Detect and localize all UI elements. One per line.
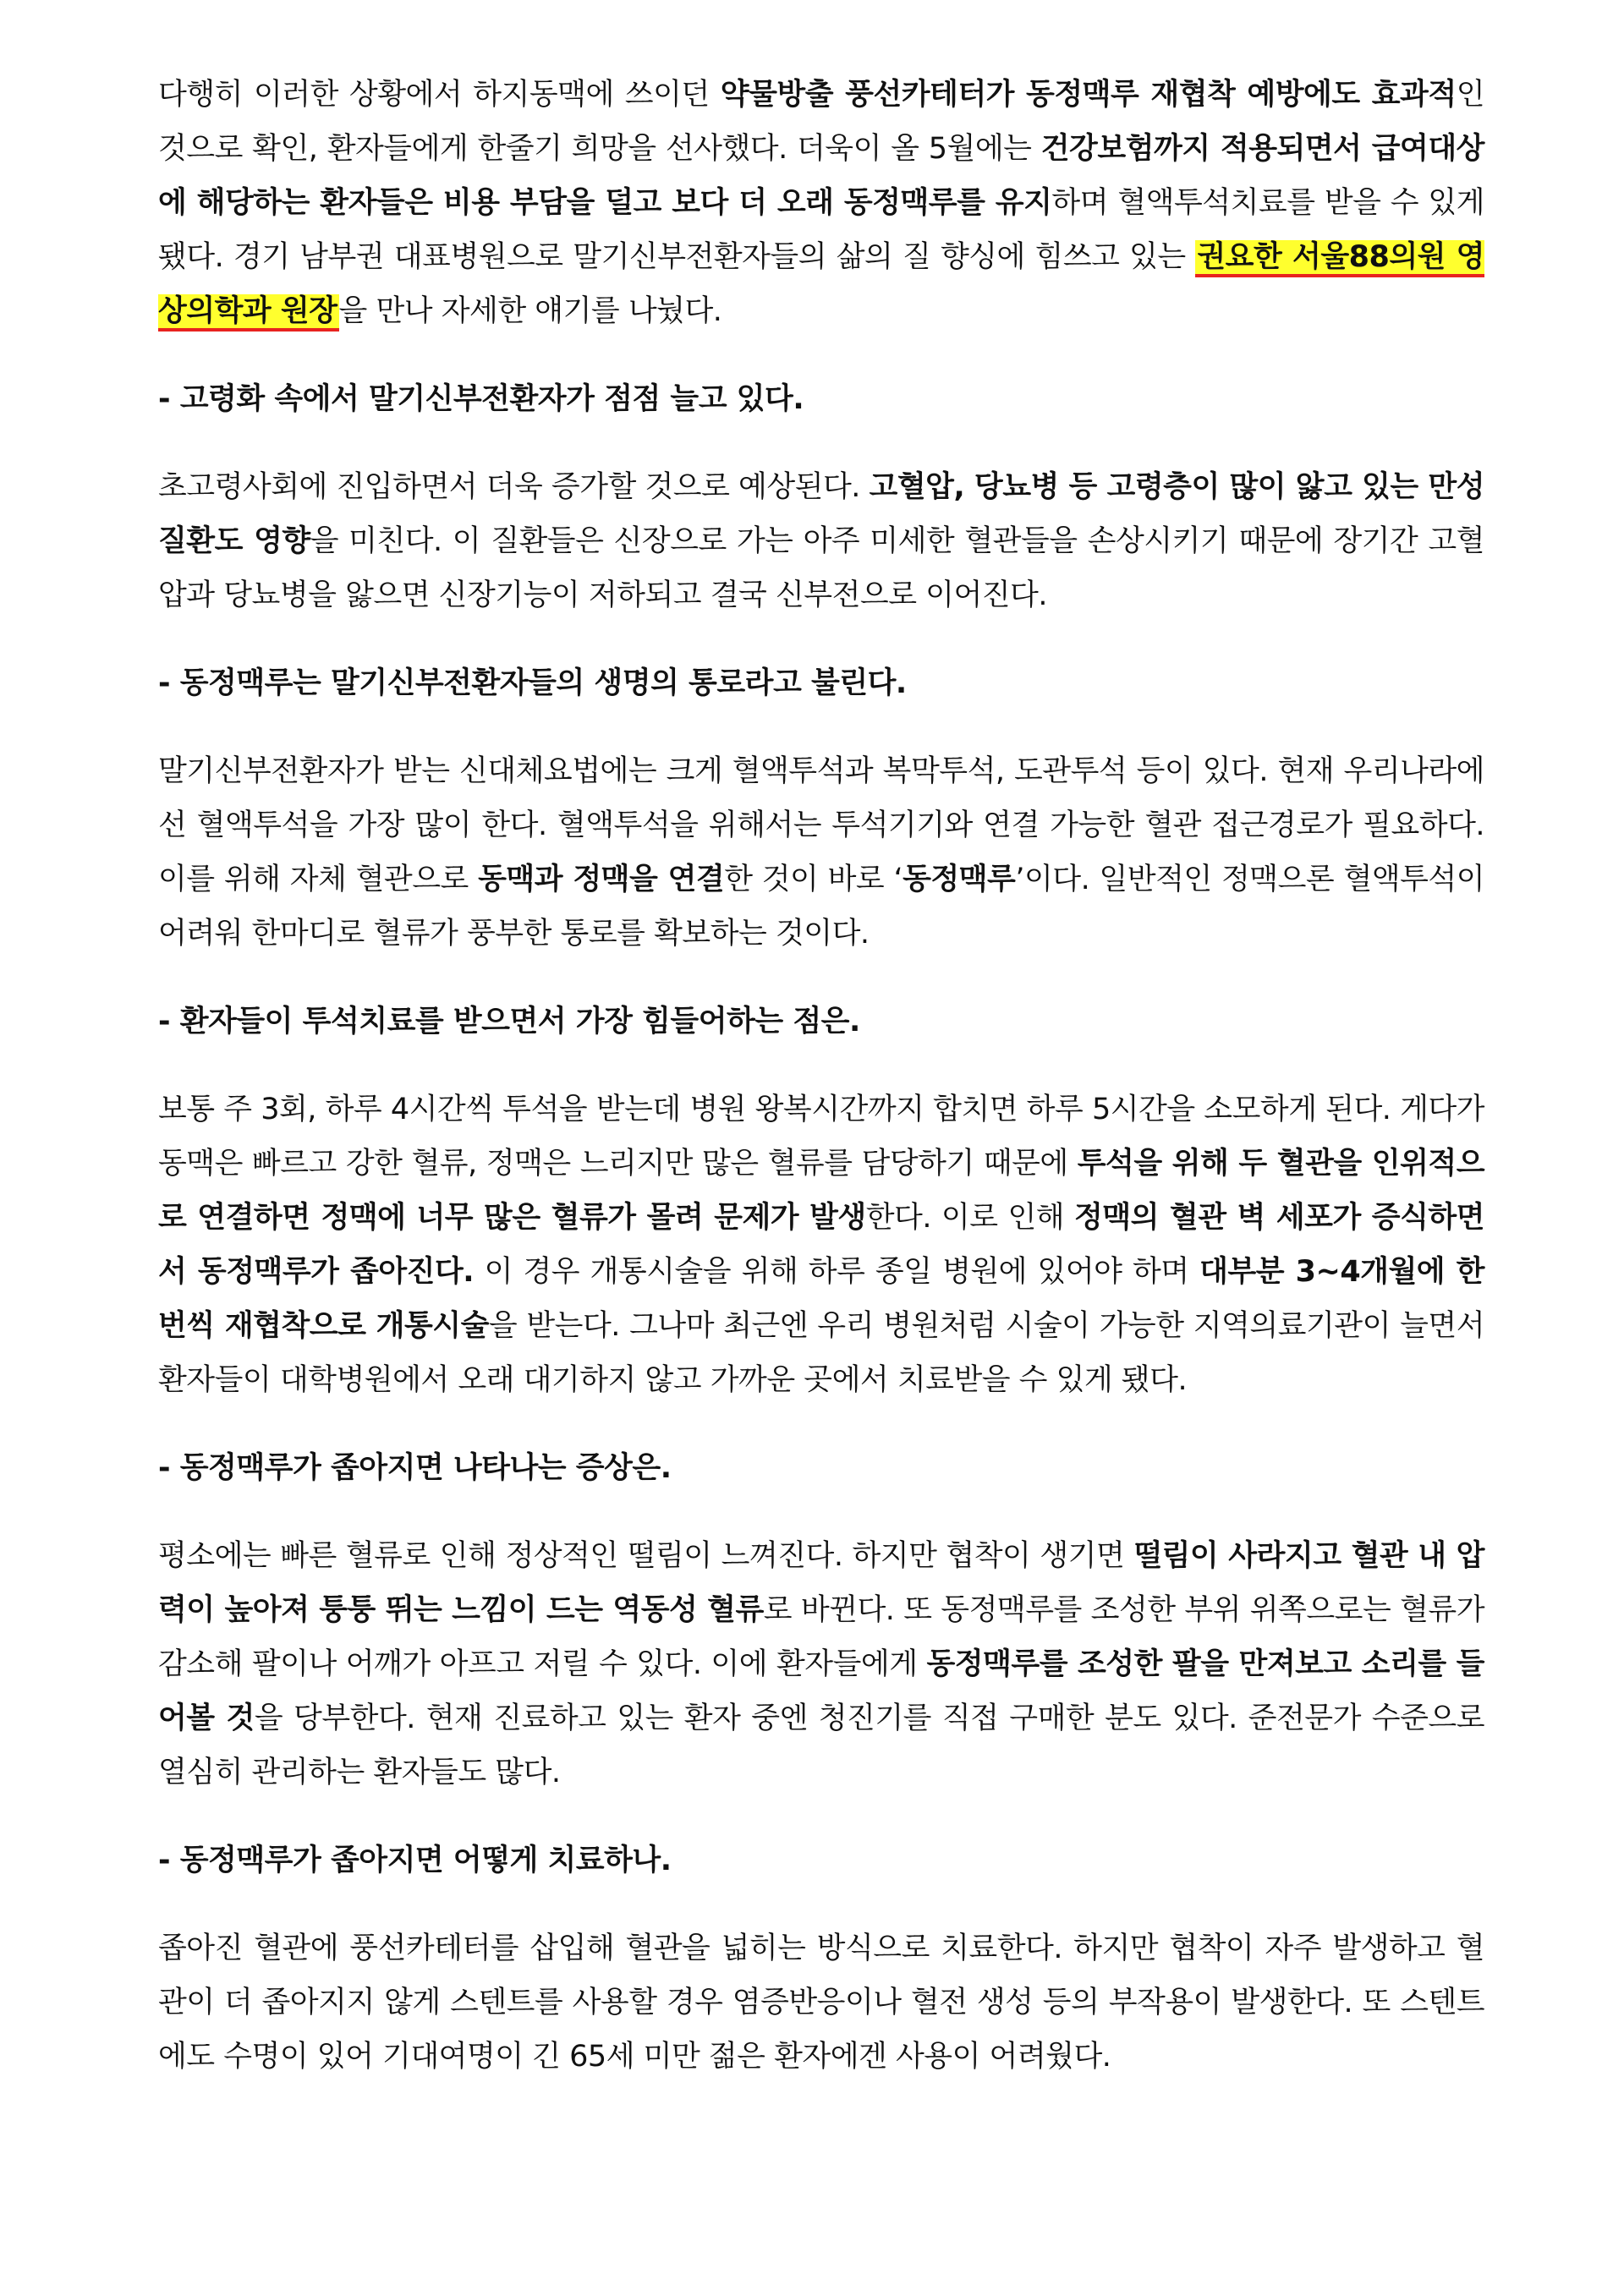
answer-bold: 동정맥루를 조성한 팔을 만져보고 소리를 들어볼 것 <box>158 1647 1484 1735</box>
answer-text: ’이다. 일반적인 정맥으론 혈액투석이 어려워 한마디로 혈류가 풍부한 통로를 확보하는 것이다. <box>158 863 1484 951</box>
question-heading: - 동정맥루는 말기신부전환자들의 생명의 통로라고 불린다. <box>158 666 907 700</box>
answer-text: 이 경우 개통시술을 위해 하루 종일 병원에 있어야 하며 <box>474 1255 1200 1289</box>
question-heading: - 동정맥루가 좁아지면 나타나는 증상은. <box>158 1451 672 1485</box>
intro-bold: 건강보험까지 적용되면서 급여대상에 해당하는 환자들은 비용 부담을 덜고 보다 더 오래 동정맥루를 유지 <box>158 132 1484 220</box>
answer-text: 을 받는다. 그나마 최근엔 우리 병원처럼 시술이 가능한 지역의료기관이 늘면서 환자들이 대학병원에서 오래 대기하지 않고 가까운 곳에서 치료받을 수 있게 됐다. <box>158 1309 1485 1397</box>
intro-text: 하며 혈액투석치료를 받을 수 있게 됐다. 경기 남부권 대표병원으로 말기신부전환자들의 삶의 질 향싱에 힘쓰고 있는 <box>158 186 1484 274</box>
intro-bold: 약물방출 풍선카테터가 동정맥루 재협착 예방에도 효과적 <box>720 78 1457 112</box>
answer-text: 초고령사회에 진입하면서 더욱 증가할 것으로 예상된다. <box>158 470 870 504</box>
highlighted-name: 권요한 서울88의원 영상의학과 원장 <box>158 240 1484 332</box>
answer-text: 좁아진 혈관에 풍선카테터를 삽입해 혈관을 넓히는 방식으로 치료한다. 하지만 협착이 자주 발생하고 혈관이 더 좁아지지 않게 스텐트를 사용할 경우 염증반응이나 혈전 생성 등의 부작용이 발생한다. 또 스텐트에도 수명이 있어 기대여명이 긴 65세 미만 젊은 환자에겐 사용이 어려웠다. <box>158 1932 1484 2074</box>
answer-bold: 투석을 위해 두 혈관을 인위적으로 연결하면 정맥에 너무 많은 혈류가 몰려 문제가 발생 <box>158 1147 1485 1235</box>
answer-text: 보통 주 3회, 하루 4시간씩 투석을 받는데 병원 왕복시간까지 합치면 하루 5시간을 소모하게 된다. 게다가 동맥은 빠르고 강한 혈류, 정맥은 느리지만 많은 혈류를 담당하기 때문에 <box>158 1093 1484 1181</box>
answer-text: 평소에는 빠른 혈류로 인해 정상적인 떨림이 느껴진다. 하지만 협착이 생기면 <box>158 1539 1134 1573</box>
answer-paragraph <box>158 1921 1484 2084</box>
answer-text: 로 바뀐다. 또 동정맥루를 조성한 부위 위쪽으로는 혈류가 감소해 팔이나 어깨가 아프고 저릴 수 있다. 이에 환자들에게 <box>158 1593 1485 1681</box>
article-body <box>158 68 1484 2084</box>
answer-text: 을 당부한다. 현재 진료하고 있는 환자 중엔 청진기를 직접 구매한 분도 있다. 준전문가 수준으로 열심히 관리하는 환자들도 많다. <box>158 1701 1484 1789</box>
answer-text: 을 미친다. 이 질환들은 신장으로 가는 아주 미세한 혈관들을 손상시키기 때문에 장기간 고혈압과 당뇨병을 앓으면 신장기능이 저하되고 결국 신부전으로 이어진다. <box>158 524 1484 612</box>
answer-text: 말기신부전환자가 받는 신대체요법에는 크게 혈액투석과 복막투석, 도관투석 등이 있다. 현재 우리나라에선 혈액투석을 가장 많이 한다. 혈액투석을 위해서는 투석기기와 연결 가능한 혈관 접근경로가 필요하다. 이를 위해 자체 혈관으로 <box>158 754 1484 896</box>
intro-text: 인 것으로 확인, 환자들에게 한줄기 희망을 선사했다. 더욱이 올 5월에는 <box>158 78 1484 166</box>
answer-paragraph <box>158 744 1484 961</box>
answer-bold: 대부분 3~4개월에 한 번씩 재협착으로 개통시술 <box>158 1255 1484 1343</box>
intro-text: 을 만나 자세한 얘기를 나눴다. <box>338 294 722 328</box>
intro-text: 다행히 이러한 상황에서 하지동맥에 쓰이던 <box>158 78 721 112</box>
answer-bold: 고혈압, 당뇨병 등 고령층이 많이 앓고 있는 만성질환도 영향 <box>158 470 1484 558</box>
question-heading: - 동정맥루가 좁아지면 어떻게 치료하나. <box>158 1844 672 1877</box>
answer-bold: 동맥과 정맥을 연결 <box>478 863 725 896</box>
question-heading: - 고령화 속에서 말기신부전환자가 점점 늘고 있다. <box>158 382 804 416</box>
answer-bold: 정맥의 혈관 벽 세포가 증식하면서 동정맥루가 좁아진다. <box>158 1201 1484 1289</box>
answer-text: 한 것이 바로 ‘ <box>724 863 903 896</box>
answer-text: 한다. 이로 인해 <box>865 1201 1075 1235</box>
answer-paragraph <box>158 1082 1484 1407</box>
intro-paragraph <box>158 68 1484 338</box>
question-heading: - 환자들이 투석치료를 받으면서 가장 힘들어하는 점은. <box>158 1005 860 1038</box>
answer-bold: 동정맥루 <box>903 863 1016 896</box>
answer-bold: 떨림이 사라지고 혈관 내 압력이 높아져 퉁퉁 뛰는 느낌이 드는 역동성 혈류 <box>158 1539 1484 1627</box>
answer-paragraph <box>158 460 1484 622</box>
answer-paragraph <box>158 1529 1484 1800</box>
